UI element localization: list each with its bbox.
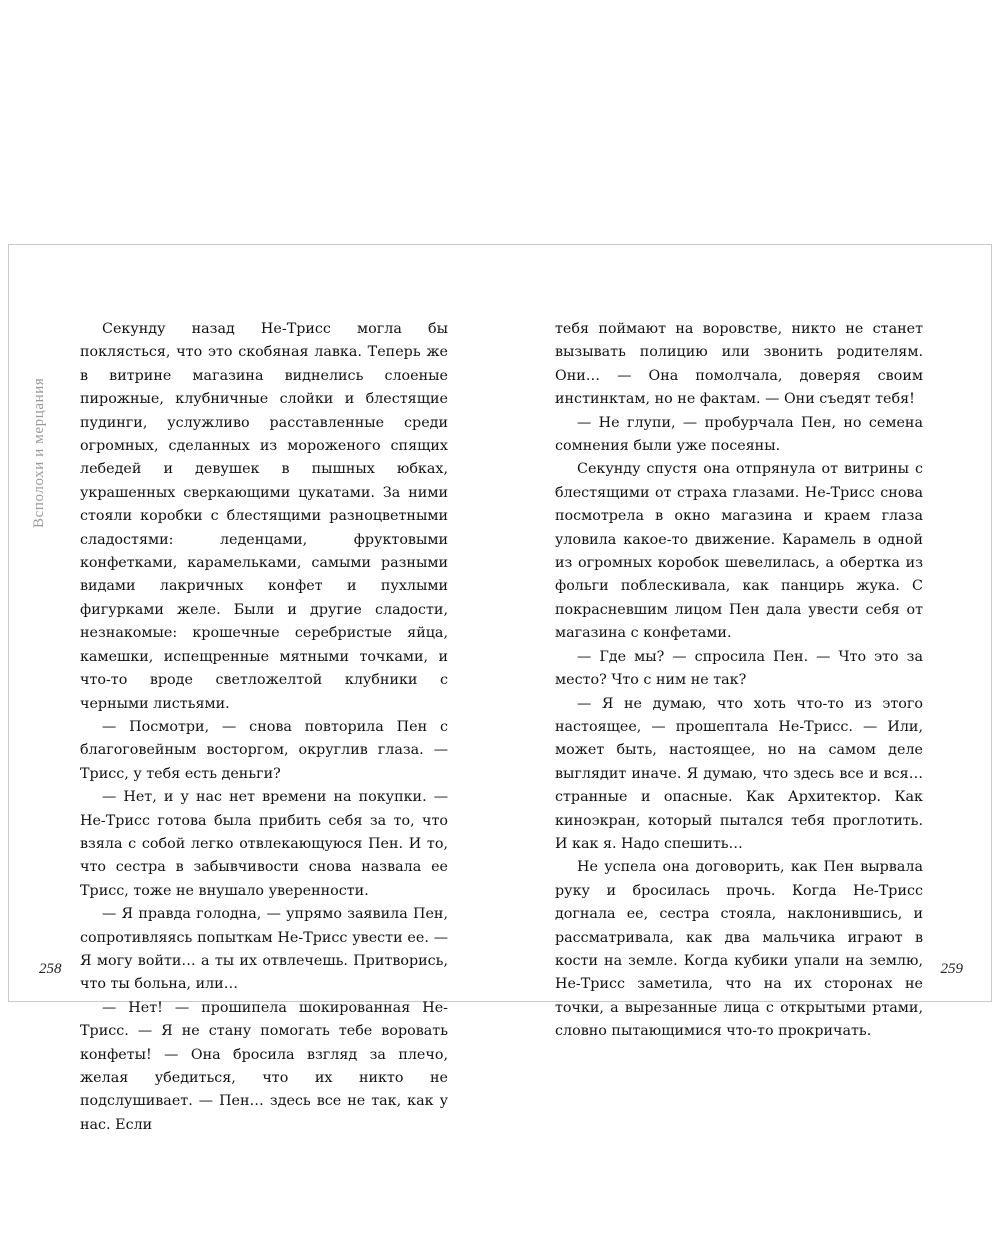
paragraph: Не успела она договорить, как Пен вырвала руку и бросилась прочь. Когда Не-Трисс догнала ее, сестра стояла, наклонившись, и рассматривала, как два мальчика играют в кости на земле. Когда кубики упали на землю, Не-Трисс заметила, что на их сторонах не точки, а вырезанные лица с открытыми ртами, словно пытающимися что-то прокричать. bbox=[555, 859, 923, 1040]
right-page-number: 259 bbox=[940, 961, 963, 977]
paragraph: — Посмотри, — снова повторила Пен с благоговейным восторгом, округлив глаза. — Трисс, у тебя есть деньги? bbox=[80, 718, 448, 782]
paragraph: — Я не думаю, что хоть что-то из этого настоящее, — прошептала Не-Трисс. — Или, может быть, настоящее, но на самом деле выглядит иначе. Я думаю, что здесь все и вся… странные и опасные. Как Архитектор. Как киноэкран, который пытался тебя проглотить. И как я. Надо спешить… bbox=[555, 695, 923, 852]
left-page-number: 258 bbox=[39, 961, 62, 977]
paragraph: — Где мы? — спросила Пен. — Что это за место? Что с ним не так? bbox=[555, 648, 923, 689]
paragraph: — Нет, и у нас нет времени на покупки. — Не-Трисс готова была прибить себя за то, что взяла с собой легко отвлекающуюся Пен. И то, что сестра в забывчивости снова назвала ее Трисс, тоже не внушало уверенности. bbox=[80, 789, 448, 899]
left-page-body bbox=[80, 318, 448, 1137]
paragraph: — Нет! — прошипела шокированная Не-Трисс. — Я не стану помогать тебе воровать конфеты! — Она бросила взгляд за плечо, желая убедиться, что их никто не подслушивает. — Пен… здесь все не так, как у нас. Если bbox=[80, 999, 448, 1133]
paragraph: — Не глупи, — пробурчала Пен, но семена сомнения были уже посеяны. bbox=[555, 414, 923, 455]
paragraph: — Я правда голодна, — упрямо заявила Пен, сопротивляясь попыткам Не-Трисс увести ее. — Я могу войти… а ты их отвлечешь. Притворись, что ты больна, или… bbox=[80, 906, 448, 993]
book-spread bbox=[8, 244, 992, 1133]
paragraph: Секунду назад Не-Трисс могла бы поклясться, что это скобяная лавка. Теперь же в витрине магазина виднелись слоеные пирожные, клубничные слойки и блестящие пудинги, услужливо расставленные среди огромных, сделанных из мороженого спящих лебедей и девушек в пышных юбках, украшенных сверкающими цукатами. За ними стояли коробки с блестящими разноцветными сладостями: леденцами, фруктовыми конфетками, карамельками, самыми разными видами лакричных конфет и пухлыми фигурками желе. Были и другие сладости, незнакомые: крошечные серебристые яйца, камешки, испещренные мятными точками, и что-то вроде светложелтой клубники с черными листьями. bbox=[80, 321, 448, 712]
continued-paragraph: тебя поймают на воровстве, никто не станет вызывать полицию или звонить родителям. Они… — Она помолчала, доверяя своим инстинктам, но не фактам. — Они съедят тебя! bbox=[555, 321, 923, 408]
paragraph: Секунду спустя она отпрянула от витрины с блестящими от страха глазами. Не-Трисс снова посмотрела в окно магазина и краем глаза уловила какое-то движение. Карамель в одной из огромных коробок шевелилась, а обертка из фольги поблескивала, как панцирь жука. С покрасневшим лицом Пен дала увести себя от магазина с конфетами. bbox=[555, 461, 923, 642]
running-head bbox=[29, 320, 49, 740]
right-page-body bbox=[555, 318, 923, 1044]
running-head-text: Всполохи и мерцания bbox=[31, 377, 47, 528]
